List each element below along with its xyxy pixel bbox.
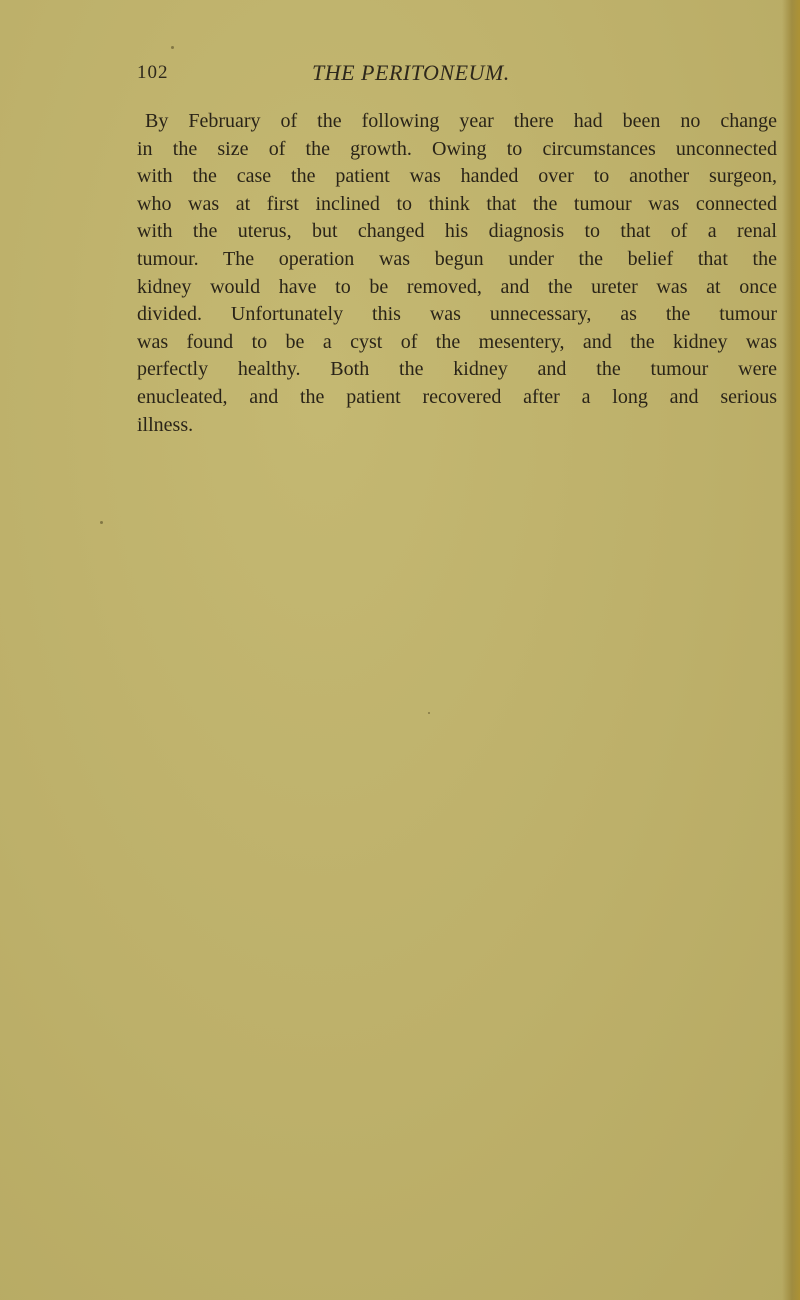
text-line: illness. — [137, 413, 194, 436]
paper-speck — [100, 521, 103, 524]
text-line: who was at first inclined to think that the tumour was connected — [137, 192, 777, 215]
text-line: kidney would have to be removed, and the ureter was at once — [137, 275, 777, 298]
page-number: 102 — [137, 62, 169, 83]
text-line: with the case the patient was handed over to another surgeon, — [137, 165, 777, 188]
text-line: By February of the following year there had been no change — [145, 110, 777, 132]
body-paragraph — [137, 108, 777, 439]
running-title: THE PERITONEUM. — [312, 60, 510, 85]
text-line: enucleated, and the patient recovered after a long and serious — [137, 385, 777, 408]
running-head — [137, 60, 777, 90]
text-line: divided. Unfortunately this was unnecessary, as the tumour — [137, 303, 777, 326]
text-line: with the uterus, but changed his diagnosis to that of a renal — [137, 220, 777, 243]
page-edge-shadow — [782, 0, 800, 1300]
text-line: was found to be a cyst of the mesentery, and the kidney was — [137, 330, 777, 353]
text-line: perfectly healthy. Both the kidney and the tumour were — [137, 358, 777, 381]
text-line: tumour. The operation was begun under the belief that the — [137, 247, 777, 270]
text-line: in the size of the growth. Owing to circumstances unconnected — [137, 137, 777, 160]
paper-speck — [171, 46, 174, 49]
paper-speck — [428, 712, 430, 714]
